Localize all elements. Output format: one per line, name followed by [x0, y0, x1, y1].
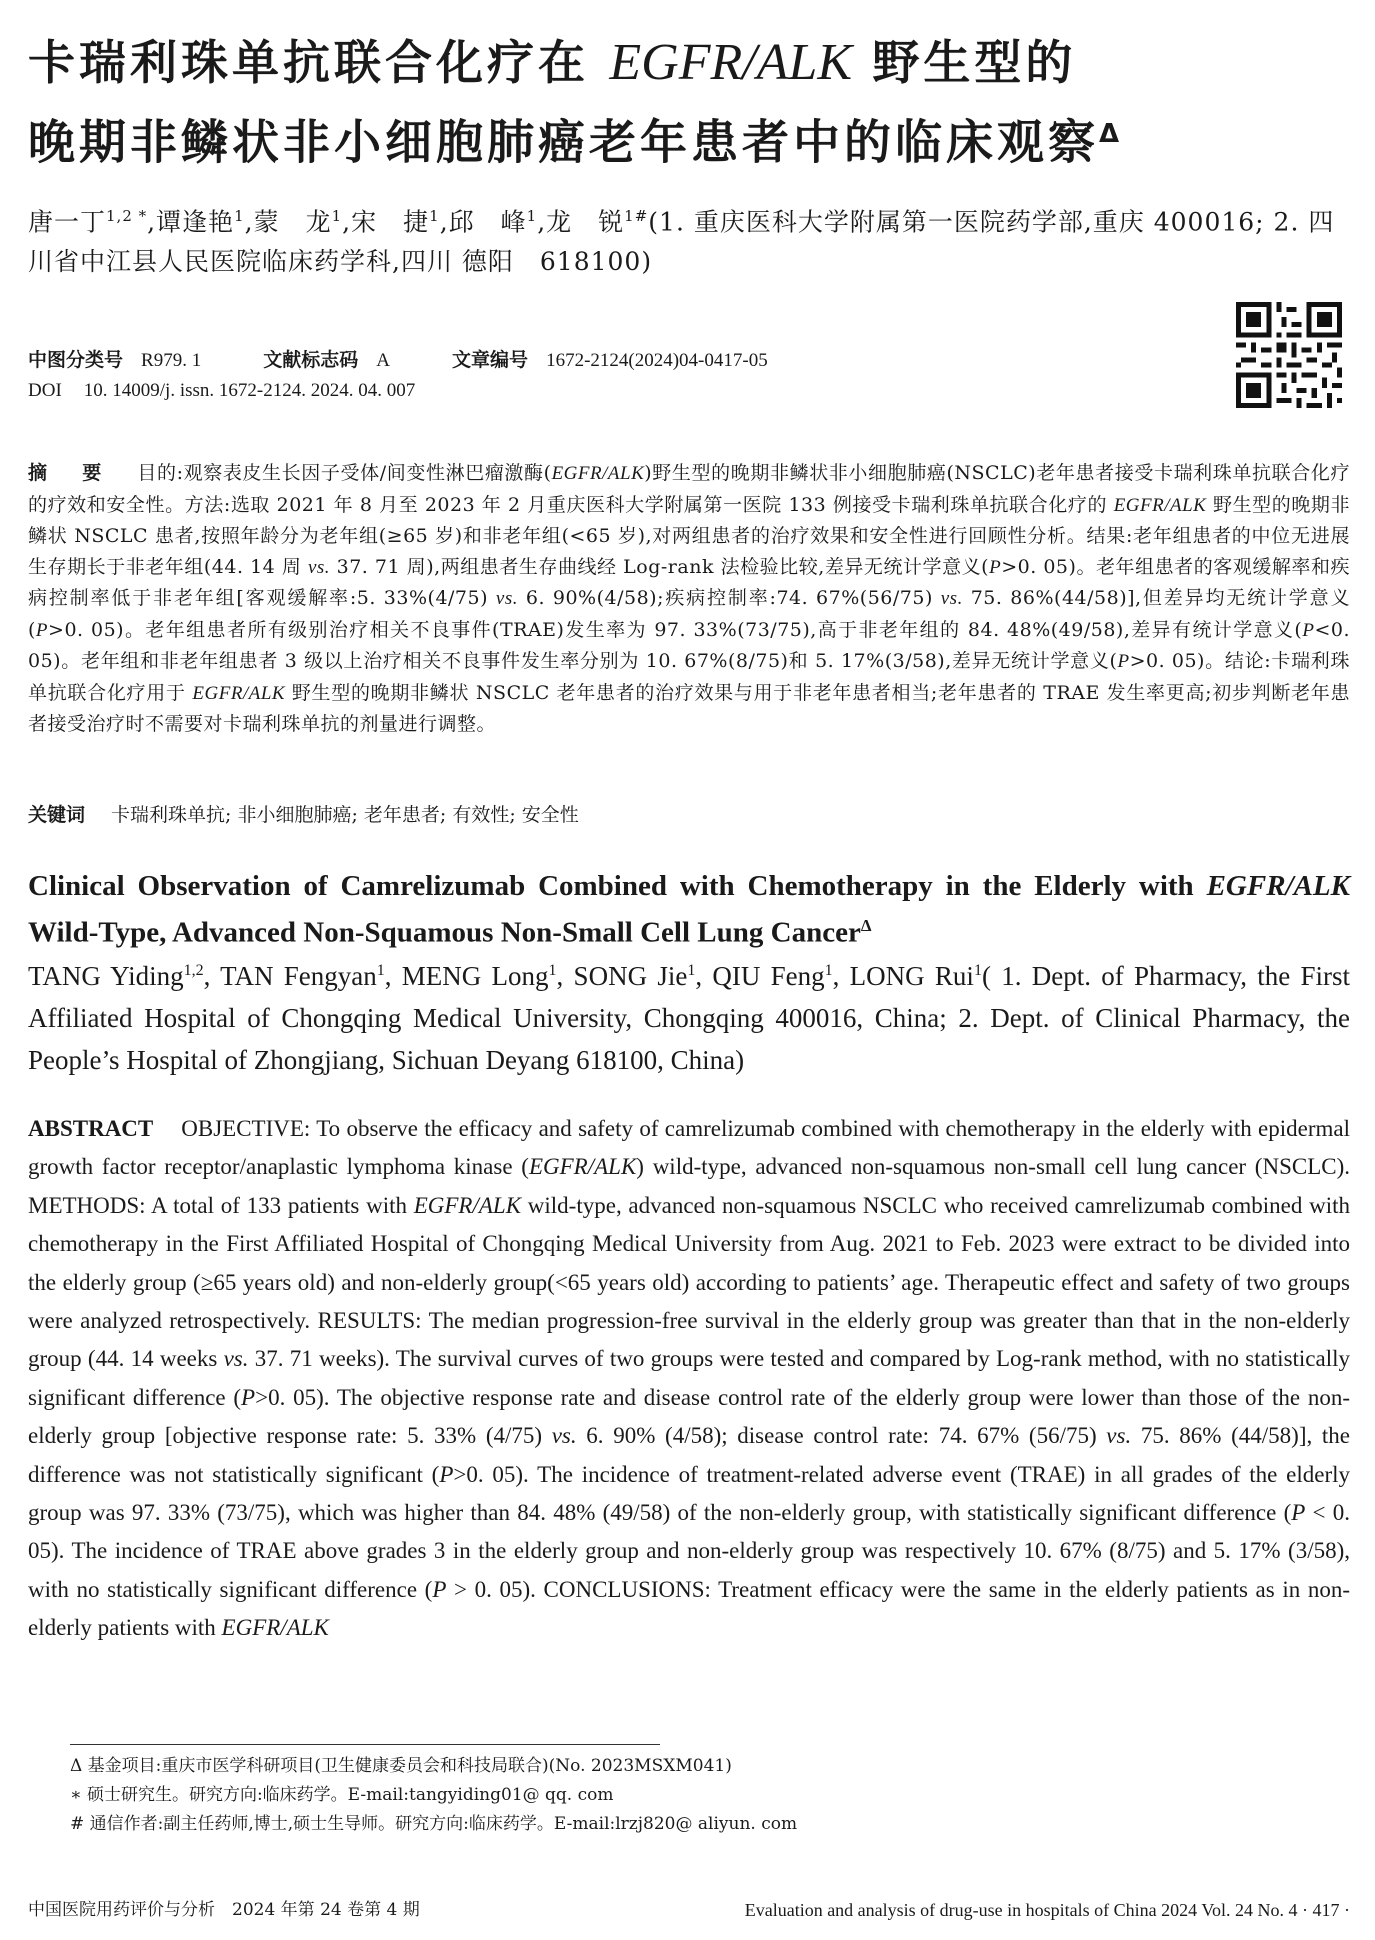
- author-name-en: , LONG Rui: [832, 961, 974, 991]
- author-name: 龙 锐: [546, 207, 625, 237]
- chinese-title: [28, 28, 1348, 179]
- author-name: 谭逢艳: [156, 207, 235, 237]
- footnote-divider: [70, 1744, 660, 1745]
- abstract-en-text: wild-type, advanced non-squamous NSCLC who received camrelizumab combined with chemotherapy in the First Affiliated Hospital of Chongqing Medical University from Aug. 2021 to Feb. 2023 were extract to be divided into the elderly group (≥65 years old) and non-elderly group(<65 years old) according to patients’ age. Therapeutic effect and safety of two groups were analyzed retrospectively. RESULTS: The median progression-free survival in the elderly group was greater than that in the non-elderly group (44. 14 weeks: [28, 1192, 1350, 1372]
- author-sup-en: 1: [548, 962, 557, 979]
- title-cn-gene: EGFR/ALK: [609, 34, 853, 91]
- abstract-en-text: ) wild-type, advanced non-squamous non-small cell lung cancer (NSCLC). METHODS: A total of 133 patients with: [28, 1154, 1351, 1218]
- doc-code-value: A: [376, 350, 390, 371]
- abstract-en-text: 75. 86% (44/58)], the difference was not statistically significant (: [28, 1423, 1350, 1487]
- english-title: [28, 866, 1350, 953]
- abstract-en-italic: P: [439, 1461, 454, 1487]
- title-en-gene: EGFR/ALK: [1206, 870, 1350, 902]
- abstract-cn-label: 摘 要: [28, 462, 110, 484]
- author-sup: 1: [429, 207, 440, 225]
- abstract-cn-text: 野生型的晚期非鳞状 NSCLC 患者,按照年龄分为老年组(≥65 岁)和非老年组(<65 岁),对两组患者的治疗效果和安全性进行回顾性分析。结果:老年组患者的中位无进展生存期长于非老年组(44. 14 周: [28, 493, 1350, 578]
- abstract-cn-text: )野生型的晚期非鳞状非小细胞肺癌(NSCLC)老年患者接受卡瑞利珠单抗联合化疗的疗效和安全性。方法:选取 2021 年 8 月至 2023 年 2 月重庆医科大学附属第一医院 133 例接受卡瑞利珠单抗联合化疗的: [28, 462, 1350, 516]
- abstract-cn-text: 目的:观察表皮生长因子受体/间变性淋巴瘤激酶(: [137, 462, 552, 484]
- abstract-en-italic: vs.: [551, 1423, 577, 1449]
- abstract-cn-text: >0. 05)。结论:卡瑞利珠单抗联合化疗用于: [28, 650, 1350, 704]
- abstract-cn-text: <0. 05)。老年组和非老年组患者 3 级以上治疗相关不良事件发生率分别为 10. 67%(8/75)和 5. 17%(3/58),差异无统计学意义(: [28, 618, 1350, 672]
- abstract-cn-italic: P: [1117, 651, 1130, 672]
- footnote-corresponding: # 通信作者:副主任药师,博士,硕士生导师。研究方向:临床药学。E-mail:lrzj820@ aliyun. com: [70, 1814, 798, 1834]
- title-en-mark: Δ: [860, 916, 872, 935]
- qr-code-icon[interactable]: [1236, 302, 1342, 408]
- journal-name-cn: 中国医院用药评价与分析 2024 年第 24 卷第 4 期: [28, 1900, 420, 1920]
- article-number-label: 文章编号: [452, 349, 529, 371]
- abstract-cn-text: 75. 86%(44/58)],但差异均无统计学意义(: [28, 587, 1350, 641]
- abstract-en-text: 6. 90% (4/58); disease control rate: 74. 67% (56/75): [576, 1423, 1107, 1449]
- title-cn-mark: Δ: [1099, 119, 1124, 149]
- keywords-cn-text: 卡瑞利珠单抗; 非小细胞肺癌; 老年患者; 有效性; 安全性: [111, 804, 579, 826]
- abstract-cn-italic: vs.: [940, 588, 963, 609]
- author-sup-en: 1: [687, 962, 696, 979]
- abstract-en-label: ABSTRACT: [28, 1116, 154, 1141]
- author-name-en: , SONG Jie: [556, 961, 688, 991]
- abstract-en-italic: vs.: [1106, 1423, 1132, 1449]
- author-name-en: , MENG Long: [384, 961, 549, 991]
- abstract-en-italic: P: [241, 1384, 256, 1410]
- affiliation-cn: (1. 重庆医科大学附属第一医院药学部,重庆 400016; 2. 四川省中江县人民医院临床药学科,四川 德阳 618100): [28, 207, 1335, 277]
- title-cn-line2: 晚期非鳞状非小细胞肺癌老年患者中的临床观察: [28, 115, 1099, 171]
- title-cn-part: 野生型的: [852, 36, 1077, 91]
- author-name: 唐一丁: [28, 207, 107, 237]
- abstract-en-italic: EGFR/ALK: [221, 1615, 329, 1641]
- abstract-en-italic: P: [1291, 1500, 1306, 1526]
- author-sup: 1: [234, 207, 245, 225]
- author-sup-en: 1: [376, 962, 385, 979]
- chinese-authors: 唐一丁$^{1,2 *}$,谭逢艳$^1$,蒙 龙$^1$,宋 捷$^1$,邱 峰$^1$,龙 锐$^{1\#}$(1. 重庆医科大学附属第一医院药学部,重庆 400016; 2. 四川省中江县人民医院临床药学科,四川 德阳 618100): [28, 207, 1335, 277]
- author-sup-en: 1: [973, 962, 982, 979]
- article-metadata: [28, 345, 1208, 406]
- doi-value: 10. 14009/j. issn. 1672-2124. 2024. 04. 007: [83, 380, 416, 401]
- abstract-cn-text: >0. 05)。老年组患者所有级别治疗相关不良事件(TRAE)发生率为 97. 33%(73/75),高于非老年组的 84. 48%(49/58),差异有统计学意义(: [48, 618, 1303, 641]
- english-abstract: [28, 1110, 1350, 1648]
- author-sup-en: 1: [824, 962, 833, 979]
- english-authors: [28, 950, 1350, 1081]
- abstract-en-text: > 0. 05). CONCLUSIONS: Treatment efficacy were the same in the elderly patients as in non-elderly patients with: [28, 1576, 1350, 1641]
- abstract-cn-text: 6. 90%(4/58);疾病控制率:74. 67%(56/75): [517, 587, 941, 609]
- clc-label: 中图分类号: [28, 349, 124, 371]
- chinese-keywords: [28, 800, 1350, 830]
- affiliation-en: ( 1. Dept. of Pharmacy, the First Affiliated Hospital of Chongqing Medical University, Chongqing 400016, China; 2. Dept. of Clinical Pharmacy, the People’s Hospital of Zhongjiang, Sichuan Deyang 618100, China): [28, 961, 1350, 1075]
- abstract-en-italic: EGFR/ALK: [413, 1192, 522, 1218]
- abstract-en-text: 37. 71 weeks). The survival curves of two groups were tested and compared by Log-rank method, with no statistically significant difference (: [28, 1346, 1350, 1410]
- abstract-cn-italic: P: [989, 556, 1002, 578]
- doi-label: DOI: [28, 380, 62, 401]
- chinese-abstract: [28, 458, 1350, 740]
- author-sup-en: 1,2: [183, 962, 204, 979]
- footnote-first-author: ∗ 硕士研究生。研究方向:临床药学。E-mail:tangyiding01@ qq. com: [70, 1785, 614, 1805]
- clc-value: R979. 1: [141, 350, 202, 371]
- abstract-cn-italic: EGFR/ALK: [1113, 494, 1207, 516]
- article-number-value: 1672-2124(2024)04-0417-05: [546, 350, 768, 371]
- footnote-funding: Δ 基金项目:重庆市医学科研项目(卫生健康委员会和科技局联合)(No. 2023MSXM041): [70, 1756, 732, 1776]
- abstract-en-italic: P: [432, 1576, 447, 1602]
- abstract-cn-italic: P: [1302, 619, 1315, 641]
- author-name-en: , QIU Feng: [695, 961, 825, 991]
- abstract-cn-italic: EGFR/ALK: [551, 463, 645, 484]
- abstract-cn-italic: P: [35, 619, 49, 641]
- author-name-en: , TAN Fengyan: [203, 961, 377, 991]
- abstract-en-text: >0. 05). The objective response rate and disease control rate of the elderly group were lower than those of the non-elderly group [objective response rate: 5. 33% (4/75): [28, 1384, 1350, 1449]
- abstract-cn-italic: vs.: [495, 588, 518, 609]
- title-cn-part: 卡瑞利珠单抗联合化疗在: [28, 36, 610, 91]
- author-sup: 1,2 *: [106, 207, 148, 225]
- abstract-en-italic: EGFR/ALK: [528, 1154, 637, 1180]
- abstract-en-text: OBJECTIVE: To observe the efficacy and safety of camrelizumab combined with chemotherapy in the elderly with epidermal growth factor receptor/anaplastic lymphoma kinase (: [28, 1116, 1350, 1180]
- abstract-cn-italic: vs.: [307, 556, 331, 578]
- title-en-part: Clinical Observation of Camrelizumab Combined with Chemotherapy in the Elderly with: [28, 870, 1207, 902]
- abstract-cn-text: 野生型的晚期非鳞状 NSCLC 老年患者的治疗效果与用于非老年患者相当;老年患者的 TRAE 发生率更高;初步判断老年患者接受治疗时不需要对卡瑞利珠单抗的剂量进行调整。: [28, 681, 1351, 735]
- journal-name-en: Evaluation and analysis of drug-use in hospitals of China 2024 Vol. 24 No. 4 · 417 ·: [744, 1900, 1350, 1920]
- abstract-cn-italic: EGFR/ALK: [192, 682, 286, 704]
- author-name: 宋 捷: [351, 207, 430, 237]
- abstract-en-text: < 0. 05). The incidence of TRAE above grades 3 in the elderly group and non-elderly group was respectively 10. 67% (8/75) and 5. 17% (3/58), with no statistically significant difference (: [28, 1500, 1350, 1602]
- doc-code-label: 文献标志码: [263, 349, 359, 371]
- author-sup: 1: [526, 207, 538, 225]
- author-name-en: TANG Yiding: [28, 961, 184, 991]
- author-sup: 1#: [624, 207, 649, 225]
- author-name: 邱 峰: [448, 207, 527, 237]
- title-en-part: Wild-Type, Advanced Non-Squamous Non-Small Cell Lung Cancer: [28, 916, 861, 949]
- abstract-en-italic: vs.: [223, 1346, 249, 1372]
- author-sup: 1: [331, 207, 343, 225]
- abstract-en-text: >0. 05). The incidence of treatment-related adverse event (TRAE) in all grades of the elderly group was 97. 33% (73/75), which was higher than 84. 48% (49/58) of the non-elderly group, with statistically significant difference (: [28, 1461, 1350, 1526]
- author-name: 蒙 龙: [253, 207, 332, 237]
- abstract-cn-text: >0. 05)。老年组患者的客观缓解率和疾病控制率低于非老年组[客观缓解率:5. 33%(4/75): [28, 555, 1350, 609]
- keywords-cn-label: 关键词: [28, 804, 86, 826]
- footnotes: [70, 1752, 1270, 1839]
- abstract-cn-text: 37. 71 周),两组患者生存曲线经 Log-rank 法检验比较,差异无统计学意义(: [330, 555, 990, 578]
